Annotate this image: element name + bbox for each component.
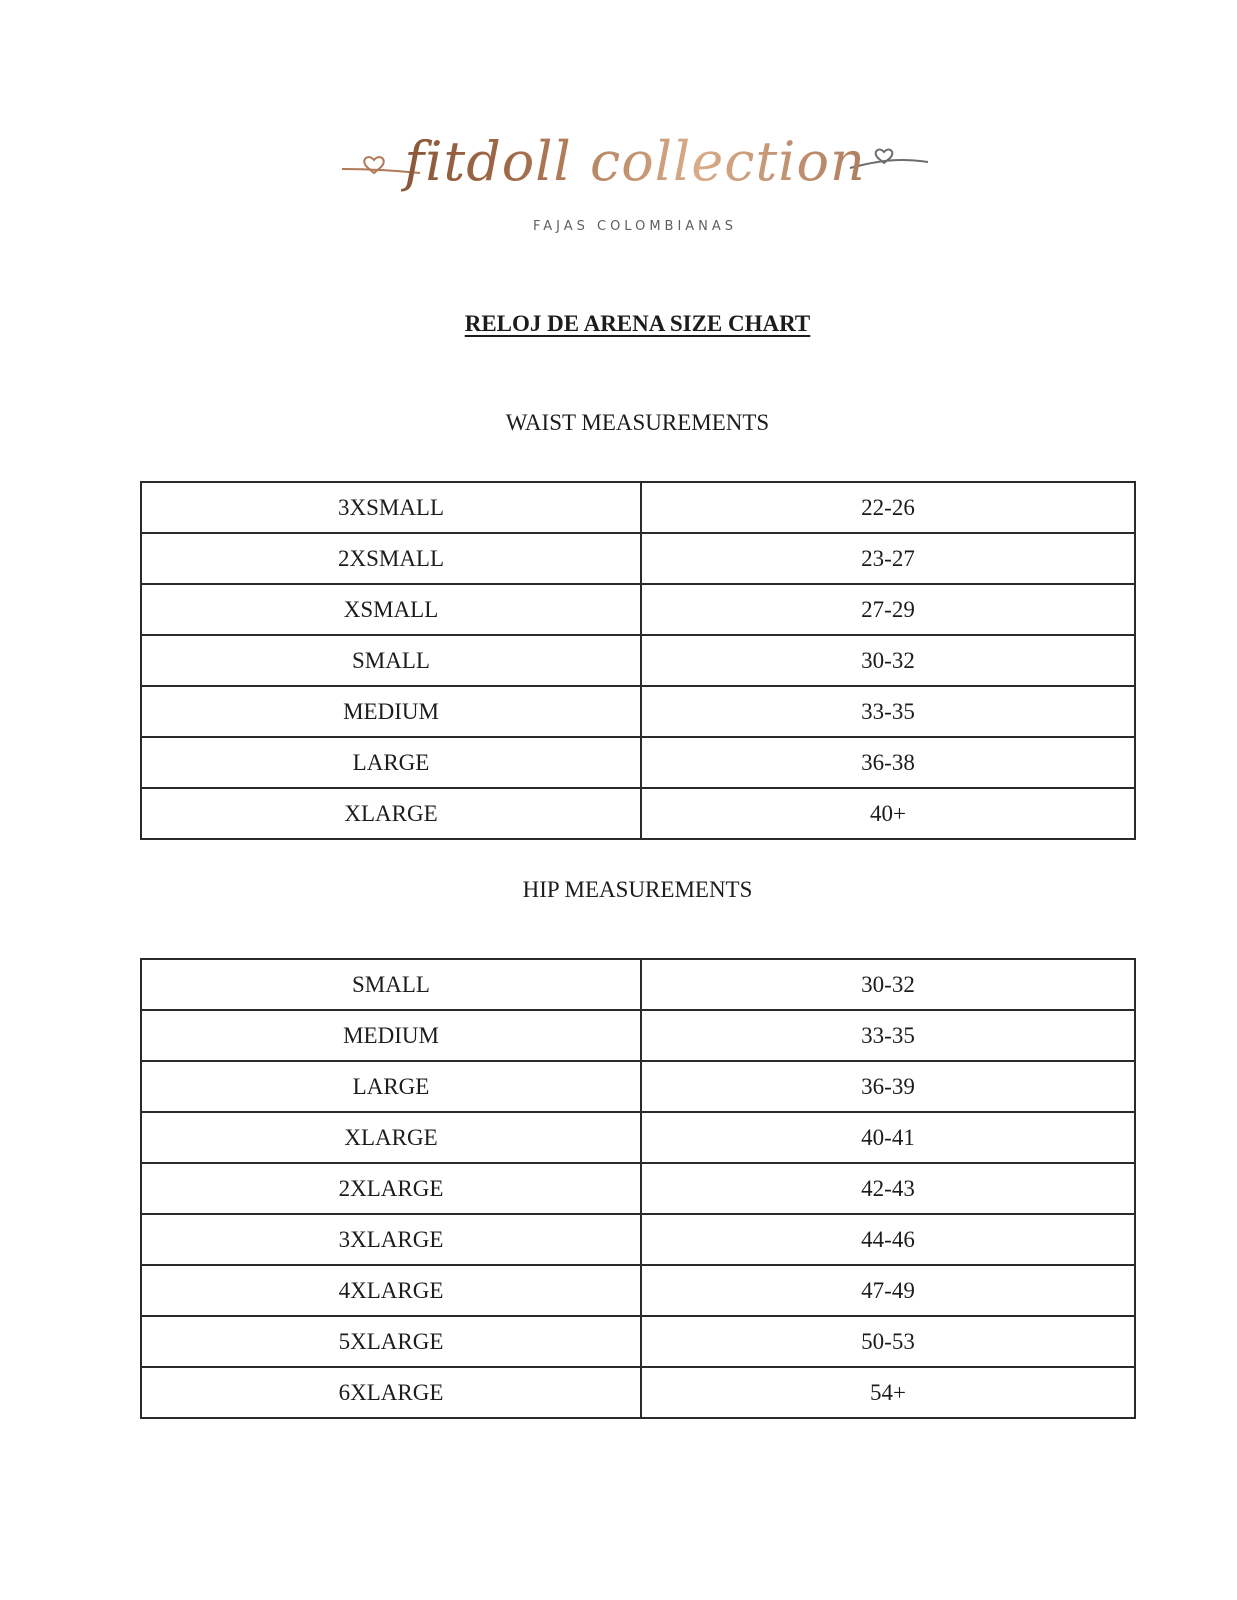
hip-section-title: HIP MEASUREMENTS [522,877,753,902]
size-label-cell: 6XLARGE [141,1367,641,1418]
size-label-cell: MEDIUM [141,686,641,737]
size-label-cell: 3XSMALL [141,482,641,533]
table-row [141,1112,1135,1163]
measurement-range-cell: 23-27 [641,533,1135,584]
waist-size-table [140,481,1136,840]
measurement-range-cell: 27-29 [641,584,1135,635]
measurement-range-cell: 30-32 [641,635,1135,686]
size-label-cell: 5XLARGE [141,1316,641,1367]
table-row [141,1163,1135,1214]
measurement-range-cell: 30-32 [641,959,1135,1010]
size-label-cell: LARGE [141,737,641,788]
hip-size-table [140,958,1136,1419]
measurement-range-cell: 33-35 [641,686,1135,737]
table-row [141,1214,1135,1265]
page-title: RELOJ DE ARENA SIZE CHART [464,311,811,336]
measurement-range-cell: 36-39 [641,1061,1135,1112]
table-row [141,1367,1135,1418]
size-label-cell: XSMALL [141,584,641,635]
table-row [141,533,1135,584]
size-label-cell: 2XSMALL [141,533,641,584]
logo-text: fitdoll collection [330,132,940,192]
measurement-range-cell: 40+ [641,788,1135,839]
measurement-range-cell: 54+ [641,1367,1135,1418]
measurement-range-cell: 33-35 [641,1010,1135,1061]
measurement-range-cell: 40-41 [641,1112,1135,1163]
table-row [141,635,1135,686]
table-row [141,584,1135,635]
measurement-range-cell: 44-46 [641,1214,1135,1265]
brand-logo [330,120,940,250]
table-row [141,737,1135,788]
size-label-cell: SMALL [141,959,641,1010]
table-row [141,1316,1135,1367]
measurement-range-cell: 22-26 [641,482,1135,533]
logo-tagline: FAJAS COLOMBIANAS [532,219,738,234]
measurement-range-cell: 50-53 [641,1316,1135,1367]
table-row [141,1061,1135,1112]
table-row [141,959,1135,1010]
table-row [141,788,1135,839]
measurement-range-cell: 36-38 [641,737,1135,788]
hip-table-body [141,959,1135,1418]
size-label-cell: 2XLARGE [141,1163,641,1214]
waist-section-title: WAIST MEASUREMENTS [505,410,770,435]
size-label-cell: XLARGE [141,1112,641,1163]
waist-table-body [141,482,1135,839]
table-row [141,482,1135,533]
measurement-range-cell: 42-43 [641,1163,1135,1214]
size-label-cell: 3XLARGE [141,1214,641,1265]
size-label-cell: XLARGE [141,788,641,839]
table-row [141,1010,1135,1061]
size-label-cell: LARGE [141,1061,641,1112]
size-label-cell: MEDIUM [141,1010,641,1061]
size-label-cell: SMALL [141,635,641,686]
table-row [141,1265,1135,1316]
size-label-cell: 4XLARGE [141,1265,641,1316]
measurement-range-cell: 47-49 [641,1265,1135,1316]
table-row [141,686,1135,737]
